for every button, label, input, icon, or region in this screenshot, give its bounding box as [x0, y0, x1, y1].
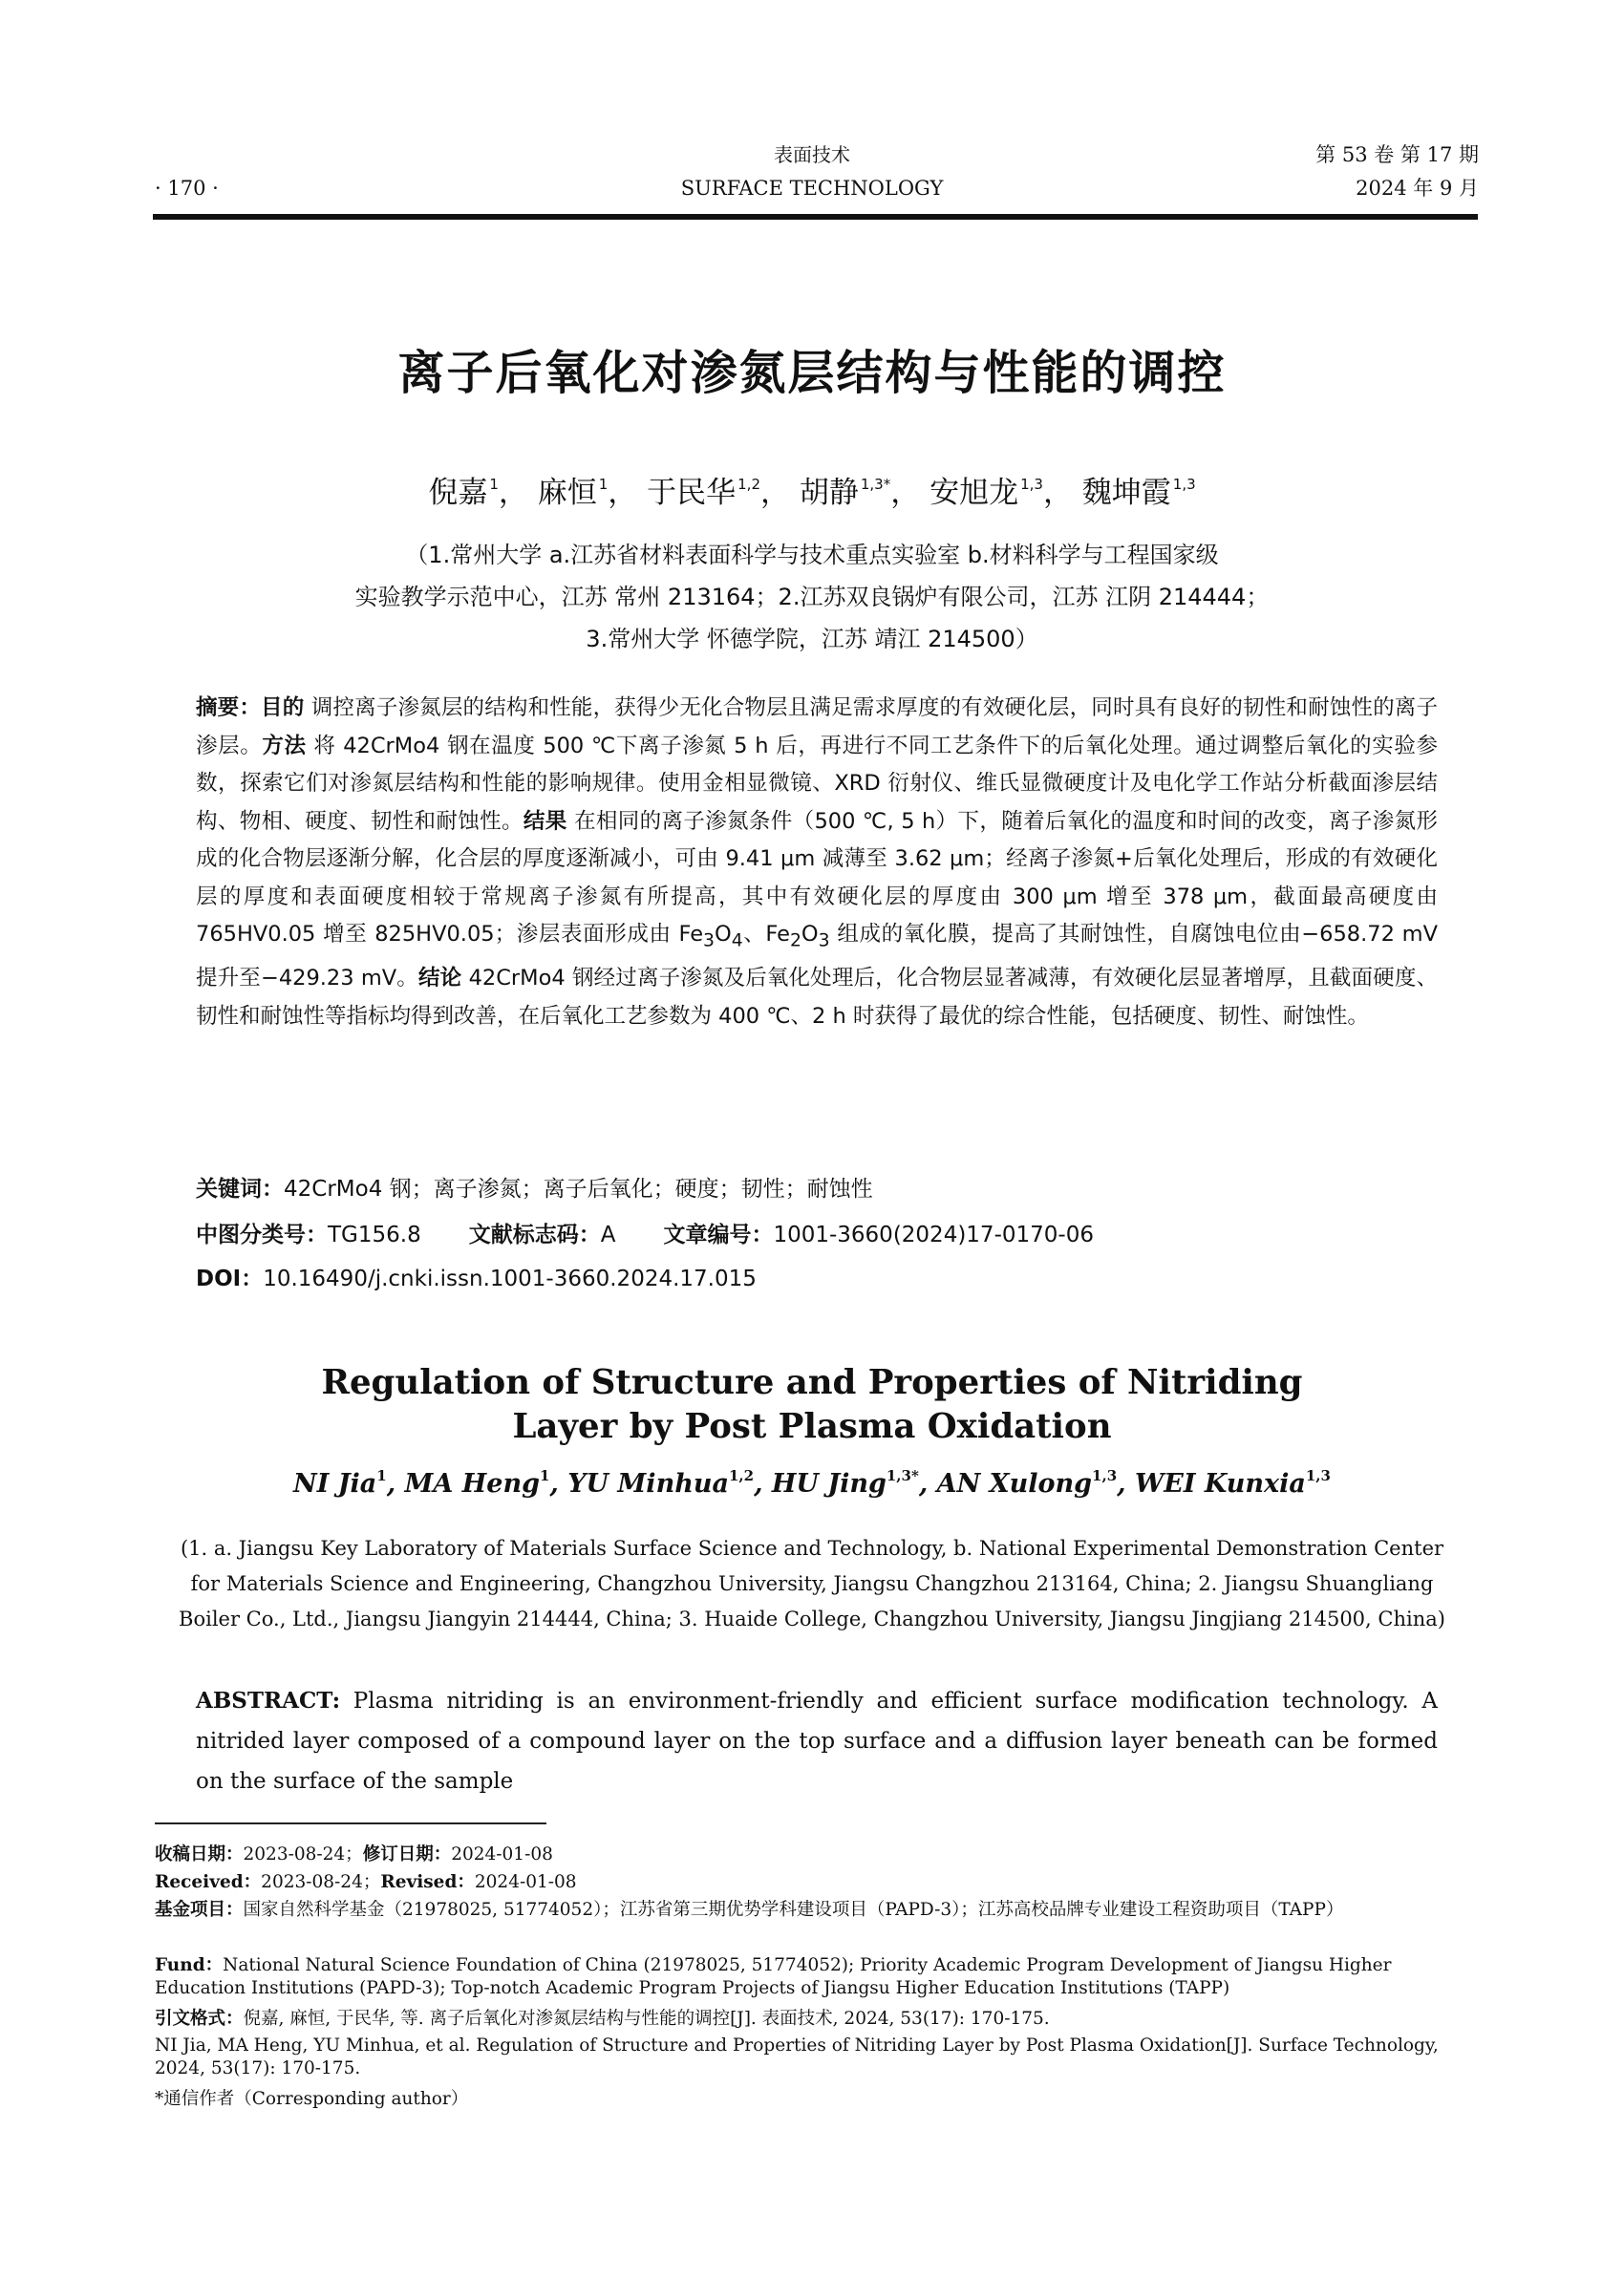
- result-label: 结果: [523, 808, 567, 834]
- conclusion-text: 42CrMo4 钢经过离子渗氮及后氧化处理后，化合物层显著减薄，有效硬化层显著增厚，且截面硬度、韧性和耐蚀性等指标均得到改善，在后氧化工艺参数为 400 ℃、2 h 时获得了最优的综合性能，包括硬度、韧性、耐蚀性。: [196, 966, 1438, 1029]
- author-name: 胡静: [799, 476, 859, 510]
- result-text: 在相同的离子渗氮条件（500 ℃, 5 h）下，随着后氧化的温度和时间的改变，离子渗氮形成的化合物层逐渐分解，化合层的厚度逐渐减小，可由 9.41 μm 减薄至 3.62 μm；经离子渗氮+后氧化处理后，形成的有效硬化层的厚度和表面硬度相较于常规离子渗氮有所提高，其中有效硬化层的厚度由 300 μm 增至 378 μm，截面最高硬度由 765HV0.05 增至 825HV0.05；渗层表面形成由 Fe: [196, 808, 1438, 947]
- doi-label: DOI：: [196, 1267, 264, 1291]
- received-en-label: Received：: [155, 1872, 262, 1892]
- fund-en-text: National Natural Science Foundation of China (21978025, 51774052); Priority Academic Program Development of Jiangsu Higher Education Institutions (PAPD-3); Top-notch Academic Program Projects of Jiangsu Higher Education Institutions (TAPP): [155, 1955, 1392, 1998]
- journal-name-cn: 表面技术: [774, 143, 850, 166]
- author-affil-sup: 1,3*: [860, 476, 891, 493]
- footnote-citation-cn: [155, 2008, 1480, 2031]
- clc-value: TG156.8: [328, 1223, 421, 1247]
- author-name: 麻恒: [537, 476, 597, 510]
- affiliation-line-cn: 3.常州大学 怀德学院，江苏 靖江 214500）: [586, 626, 1038, 652]
- affiliations-en: (1. a. Jiangsu Key Laboratory of Materials Surface Science and Technology, b. National Experimental Demonstration Center for Materials Science and Engineering, Changzhou University, Jiangsu Changzhou 213164, China; 2. Jiangsu Shuangliang Boiler Co., Ltd., Jiangsu Jiangyin 214444, China; 3. Huaide College, Changzhou University, Jiangsu Jingjiang 214500, China): [179, 1537, 1445, 1630]
- author-name: 安旭龙: [930, 476, 1019, 510]
- revised-en-label: Revised：: [380, 1872, 475, 1892]
- affiliation-line-cn: 实验教学示范中心，江苏 常州 213164；2.江苏双良锅炉有限公司，江苏 江阴 214444；: [354, 584, 1270, 610]
- volume-issue: 第 53 卷 第 17 期: [1315, 143, 1479, 166]
- author-name: MA Heng: [404, 1469, 540, 1499]
- header-rule: [153, 214, 1478, 220]
- author-affil-sup: 1,3: [1172, 476, 1196, 493]
- citation-cn-label: 引文格式：: [155, 2009, 244, 2029]
- author-name: 倪嘉: [428, 476, 488, 510]
- article-title-cn: 离子后氧化对渗氮层结构与性能的调控: [397, 346, 1227, 400]
- author-affil-sup: 1,2: [728, 1467, 755, 1484]
- author-name: WEI Kunxia: [1134, 1469, 1306, 1499]
- fund-en-label: Fund：: [155, 1955, 224, 1975]
- subscript: 2: [789, 930, 801, 951]
- subscript: 3: [703, 930, 715, 951]
- keywords-label: 关键词：: [196, 1177, 284, 1202]
- author-affil-sup: 1: [376, 1467, 387, 1484]
- abstract-en: [196, 1681, 1438, 1801]
- result-text: 组成的氧化膜，提高了其耐蚀性，自腐蚀电位由−658.72 mV 提升至−429.23 mV。: [196, 922, 1438, 991]
- footnote-received-en: [155, 1871, 1480, 1894]
- footnote-citation-en: NI Jia, MA Heng, YU Minhua, et al. Regulation of Structure and Properties of Nitriding Layer by Post Plasma Oxidation[J]. Surface Technology, 2024, 53(17): 170-175.: [155, 2035, 1439, 2078]
- doi-line: [196, 1263, 757, 1295]
- fund-cn-label: 基金项目：: [155, 1900, 244, 1920]
- citation-cn-text: 倪嘉, 麻恒, 于民华, 等. 离子后氧化对渗氮层结构与性能的调控[J]. 表面技术, 2024, 53(17): 170-175.: [243, 2009, 1050, 2029]
- abstract-label: 摘要：: [196, 695, 262, 720]
- author-affil-sup: 1,2: [737, 476, 760, 493]
- author-name: 魏坤霞: [1081, 476, 1171, 510]
- result-text: O: [714, 922, 732, 947]
- author-name: 于民华: [647, 476, 737, 510]
- page-number: · 170 ·: [155, 177, 219, 200]
- footnote-corresponding: *通信作者（Corresponding author）: [155, 2089, 469, 2109]
- objective-text: 调控离子渗氮层的结构和性能，获得少无化合物层且满足需求厚度的有效硬化层，同时具有良好的韧性和耐蚀性的离子渗层。: [196, 695, 1438, 758]
- author-affil-sup: 1,3: [1092, 1467, 1118, 1484]
- author-list-en: NI Jia$^1$, MA Heng$^1$, YU Minhua$^{1,2}$, HU Jing$^{1,3*}$, AN Xulong$^{1,3}$, WEI Kunxia$^{1,3}$: [293, 1467, 1331, 1499]
- revised-cn-label: 修订日期：: [362, 1844, 452, 1864]
- article-number-value: 1001-3660(2024)17-0170-06: [773, 1223, 1094, 1247]
- author-list-cn: 倪嘉 $^1$， 麻恒 $^1$， 于民华 $^{1,2}$， 胡静 $^{1,3*}$， 安旭龙 $^{1,3}$， 魏坤霞 $^{1,3}$: [428, 476, 1196, 510]
- keywords-cn: [196, 1173, 873, 1205]
- author-affil-sup: 1,3: [1305, 1467, 1331, 1484]
- doc-code-value: A: [600, 1223, 616, 1247]
- journal-name-en: SURFACE TECHNOLOGY: [680, 177, 944, 200]
- objective-label: 目的: [261, 695, 305, 720]
- method-text: 将 42CrMo4 钢在温度 500 ℃下离子渗氮 5 h 后，再进行不同工艺条件下的后氧化处理。通过调整后氧化的实验参数，探索它们对渗氮层结构和性能的影响规律。使用金相显微镜、XRD 衍射仪、维氏显微硬度计及电化学工作站分析截面渗层结构、物相、硬度、韧性和耐蚀性。: [196, 733, 1438, 834]
- issue-date: 2024 年 9 月: [1356, 177, 1479, 200]
- method-label: 方法: [262, 733, 307, 758]
- conclusion-label: 结论: [417, 966, 462, 991]
- received-cn-date: 2023-08-24；: [243, 1844, 363, 1864]
- fund-cn-text: 国家自然科学基金（21978025, 51774052）；江苏省第三期优势学科建设项目（PAPD-3）；江苏高校品牌专业建设工程资助项目（TAPP）: [243, 1900, 1344, 1920]
- abstract-en-text: Plasma nitriding is an environment-friendly and efficient surface modification technology. A nitrided layer composed of a compound layer on the top surface and a diffusion layer beneath can be formed on the surface of the sample: [196, 1689, 1438, 1794]
- author-affil-sup: 1,3: [1020, 476, 1043, 493]
- footnote-fund-cn: [155, 1899, 1480, 1922]
- classification-line: [196, 1219, 1094, 1251]
- author-affil-sup: 1: [489, 476, 499, 493]
- doc-code-label: 文献标志码：: [468, 1223, 601, 1247]
- footnote-received-cn: [155, 1843, 1480, 1866]
- abstract-en-label: ABSTRACT:: [196, 1688, 341, 1714]
- received-cn-label: 收稿日期：: [155, 1844, 244, 1864]
- subscript: 4: [731, 930, 743, 951]
- subscript: 3: [818, 930, 830, 951]
- author-affil-sup: 1: [539, 1467, 550, 1484]
- abstract-cn: [196, 690, 1438, 1035]
- author-name: HU Jing: [771, 1469, 887, 1499]
- received-en-date: 2023-08-24；: [261, 1872, 381, 1892]
- result-text: 、Fe: [742, 922, 790, 947]
- article-number-label: 文章编号：: [663, 1223, 774, 1247]
- article-title-en: [0, 1361, 1624, 1449]
- clc-label: 中图分类号：: [196, 1223, 328, 1247]
- author-affil-sup: 1: [598, 476, 609, 493]
- revised-en-date: 2024-01-08: [474, 1872, 577, 1892]
- footnote-fund-en: [155, 1954, 1480, 2000]
- title-en-line: Layer by Post Plasma Oxidation: [512, 1407, 1112, 1446]
- keywords-value: 42CrMo4 钢；离子渗氮；离子后氧化；硬度；韧性；耐蚀性: [284, 1177, 873, 1202]
- affiliation-line-cn: （1.常州大学 a.江苏省材料表面科学与技术重点实验室 b.材料科学与工程国家级: [405, 542, 1219, 568]
- author-name: YU Minhua: [567, 1469, 729, 1499]
- footnote-rule: [155, 1822, 546, 1824]
- author-name: NI Jia: [293, 1469, 377, 1499]
- doi-value: 10.16490/j.cnki.issn.1001-3660.2024.17.015: [263, 1267, 757, 1291]
- title-en-line: Regulation of Structure and Properties of Nitriding: [321, 1363, 1303, 1402]
- author-name: AN Xulong: [936, 1469, 1093, 1499]
- result-text: O: [801, 922, 819, 947]
- author-affil-sup: 1,3*: [886, 1467, 919, 1484]
- revised-cn-date: 2024-01-08: [451, 1844, 553, 1864]
